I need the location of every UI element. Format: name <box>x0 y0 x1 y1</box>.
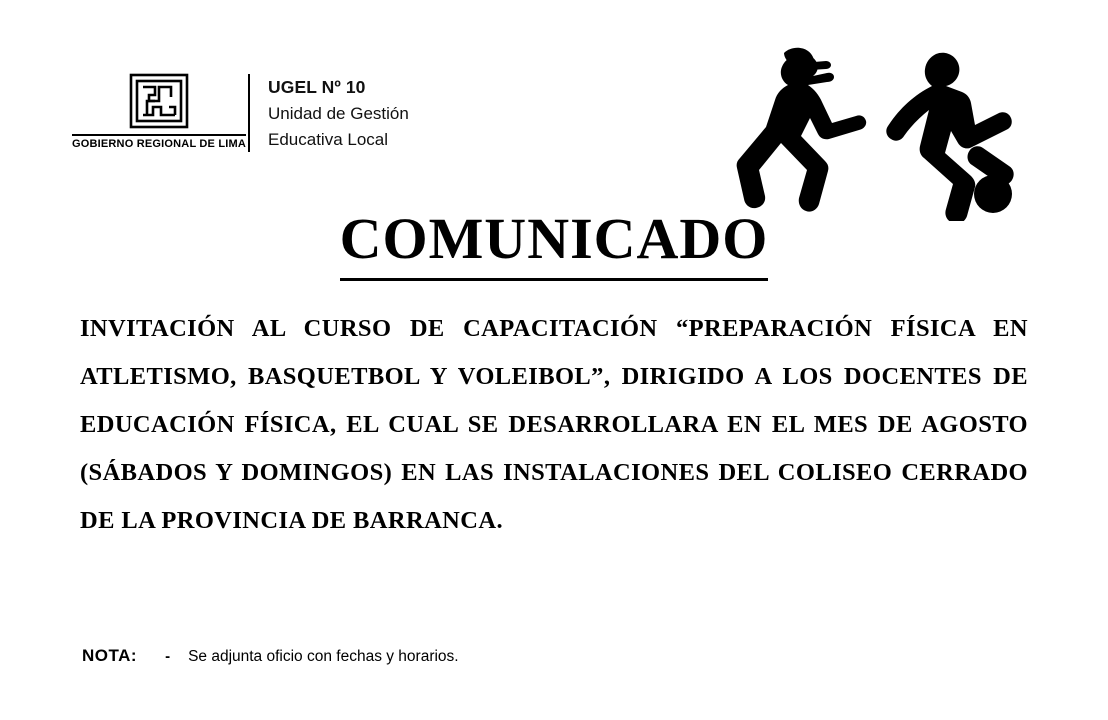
org-line-2: Educativa Local <box>268 130 389 150</box>
announcement-body: INVITACIÓN AL CURSO DE CAPACITACIÓN “PREPARACIÓN FÍSICA EN ATLETISMO, BASQUETBOL Y VOLEIBOL”, DIRIGIDO A LOS DOCENTES DE EDUCACIÓN FÍSICA, EL CUAL SE DESARROLLARA EN EL MES DE AGOSTO (SÁBADOS Y DOMINGOS) EN LAS INSTALACIONES DEL COLISEO CERRADO DE LA PROVINCIA DE BARRANCA. <box>80 315 1028 534</box>
title-container <box>0 206 1108 281</box>
note-row <box>82 646 459 666</box>
soccer-player-silhouette <box>886 53 1013 221</box>
note-bullet: - <box>165 648 171 665</box>
note-text: Se adjunta oficio con fechas y horarios. <box>188 648 459 665</box>
athletes-artwork <box>700 46 1060 221</box>
org-line-1: Unidad de Gestión <box>268 104 409 124</box>
running-athlete-silhouette <box>737 48 867 212</box>
logo-caption: GOBIERNO REGIONAL DE LIMA <box>72 134 246 150</box>
header-org-block <box>268 72 409 154</box>
document-header <box>71 72 409 154</box>
header-divider <box>248 74 250 152</box>
institution-logo <box>71 72 247 150</box>
note-label: NOTA: <box>82 646 138 665</box>
regional-government-logo-icon <box>128 72 190 130</box>
page-title: COMUNICADO <box>340 210 769 281</box>
org-name: UGEL Nº 10 <box>268 77 366 97</box>
